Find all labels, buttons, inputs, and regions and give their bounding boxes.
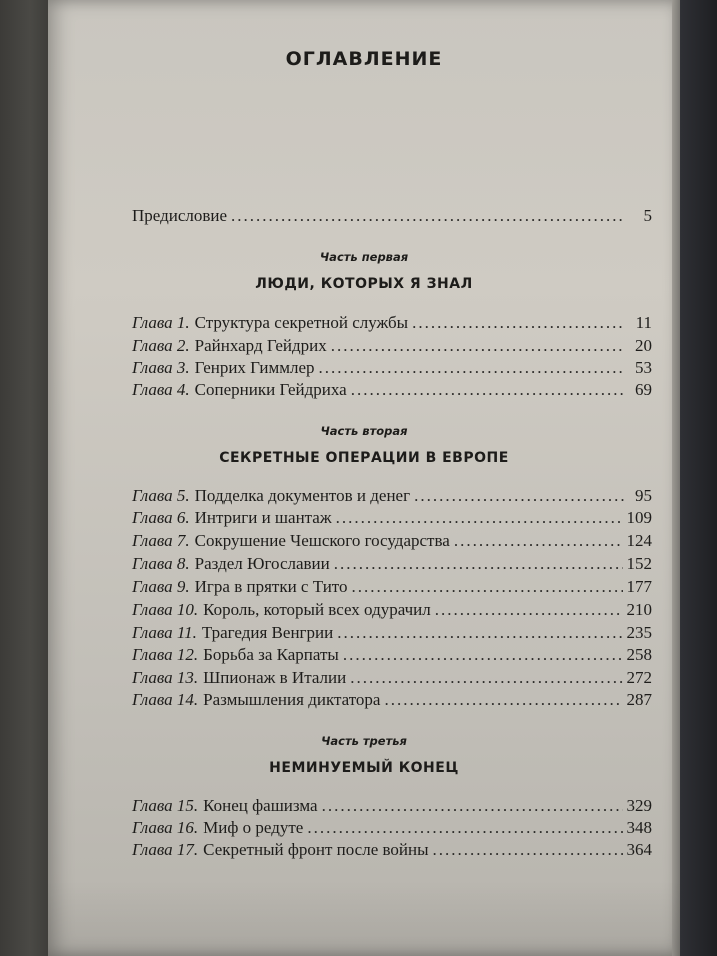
leader-dots: [414, 486, 624, 506]
part-label: Часть первая: [319, 250, 409, 264]
entry-page: 5: [643, 206, 652, 225]
chapter-number: Глава 13.: [132, 668, 199, 687]
chapter-number: Глава 11.: [132, 623, 197, 642]
leader-dots: [322, 796, 623, 816]
leader-dots: [337, 623, 622, 643]
part-title: ЛЮДИ, КОТОРЫХ Я ЗНАЛ: [255, 276, 473, 292]
entry-title: Трагедия Венгрии: [201, 623, 334, 642]
chapter-number: Глава 17.: [132, 840, 199, 859]
toc-entry: [132, 600, 652, 622]
leader-dots: [435, 600, 623, 620]
chapter-number: Глава 16.: [132, 818, 199, 837]
entry-page: 210: [626, 600, 652, 619]
leader-dots: [343, 645, 623, 665]
chapter-number: Глава 2.: [132, 336, 190, 355]
entry-page: 348: [626, 818, 652, 837]
entry-title: Интриги и шантаж: [194, 508, 332, 527]
entry-page: 329: [626, 796, 652, 815]
entry-title: Король, который всех одурачил: [203, 600, 431, 619]
leader-dots: [336, 508, 623, 528]
toc-entry: [132, 313, 652, 335]
toc-entry: [132, 796, 652, 818]
toc-title: ОГЛАВЛЕНИЕ: [285, 48, 443, 70]
entry-page: 11: [635, 313, 652, 332]
chapter-number: Глава 15.: [132, 796, 199, 815]
entry-title: Шпионаж в Италии: [203, 668, 347, 687]
toc-entry: [132, 358, 652, 380]
entry-page: 95: [635, 486, 652, 505]
part-label: Часть третья: [321, 734, 407, 748]
entry-page: 235: [626, 623, 652, 642]
entry-page: 124: [626, 531, 652, 550]
leader-dots: [319, 358, 624, 378]
entry-title: Размышления диктатора: [203, 690, 381, 709]
leader-dots: [384, 690, 622, 710]
book-page: [48, 0, 680, 956]
toc-entry: [132, 840, 652, 862]
chapter-number: Глава 8.: [132, 554, 190, 573]
chapter-number: Глава 7.: [132, 531, 190, 550]
entry-title: Генрих Гиммлер: [194, 358, 315, 377]
leader-dots: [433, 840, 623, 860]
entry-page: 177: [626, 577, 652, 596]
toc-entry: [132, 645, 652, 667]
page-shadow: [48, 880, 680, 956]
entry-title: Миф о редуте: [203, 818, 304, 837]
entry-title: Раздел Югославии: [194, 554, 330, 573]
leader-dots: [412, 313, 624, 333]
entry-page: 272: [626, 668, 652, 687]
page-edge: [672, 0, 680, 956]
toc-entry: [132, 380, 652, 402]
toc-entry: [132, 486, 652, 508]
entry-page: 53: [635, 358, 652, 377]
entry-title: Предисловие: [132, 206, 228, 225]
toc-entry: [132, 554, 652, 576]
chapter-number: Глава 14.: [132, 690, 199, 709]
part-title: СЕКРЕТНЫЕ ОПЕРАЦИИ В ЕВРОПЕ: [219, 450, 509, 466]
part-title: НЕМИНУЕМЫЙ КОНЕЦ: [269, 760, 459, 776]
entry-title: Структура секретной службы: [194, 313, 409, 332]
entry-title: Сокрушение Чешского государства: [194, 531, 450, 550]
entry-page: 152: [626, 554, 652, 573]
leader-dots: [454, 531, 623, 551]
entry-title: Борьба за Карпаты: [203, 645, 339, 664]
chapter-number: Глава 12.: [132, 645, 199, 664]
entry-title: Конец фашизма: [203, 796, 318, 815]
leader-dots: [352, 577, 623, 597]
leader-dots: [231, 206, 624, 226]
toc-entry: [132, 577, 652, 599]
leader-dots: [350, 668, 622, 688]
entry-title: Райнхард Гейдрих: [194, 336, 327, 355]
leader-dots: [307, 818, 622, 838]
toc-entry: [132, 623, 652, 645]
leader-dots: [334, 554, 623, 574]
toc-entry: [132, 668, 652, 690]
entry-page: 364: [626, 840, 652, 859]
chapter-number: Глава 5.: [132, 486, 190, 505]
toc-entry: [132, 531, 652, 553]
leader-dots: [351, 380, 624, 400]
leader-dots: [331, 336, 624, 356]
entry-title: Секретный фронт после войны: [203, 840, 429, 859]
entry-title: Игра в прятки с Тито: [194, 577, 348, 596]
entry-title: Подделка документов и денег: [194, 486, 411, 505]
chapter-number: Глава 1.: [132, 313, 190, 332]
toc-entry-preface: [132, 206, 652, 228]
part-label: Часть вторая: [320, 424, 408, 438]
entry-title: Соперники Гейдриха: [194, 380, 347, 399]
toc-entry: [132, 818, 652, 840]
toc-entry: [132, 508, 652, 530]
entry-page: 69: [635, 380, 652, 399]
entry-page: 258: [626, 645, 652, 664]
chapter-number: Глава 9.: [132, 577, 190, 596]
entry-page: 20: [635, 336, 652, 355]
chapter-number: Глава 3.: [132, 358, 190, 377]
chapter-number: Глава 10.: [132, 600, 199, 619]
toc-entry: [132, 336, 652, 358]
chapter-number: Глава 4.: [132, 380, 190, 399]
chapter-number: Глава 6.: [132, 508, 190, 527]
entry-page: 287: [626, 690, 652, 709]
entry-page: 109: [626, 508, 652, 527]
toc-entry: [132, 690, 652, 712]
